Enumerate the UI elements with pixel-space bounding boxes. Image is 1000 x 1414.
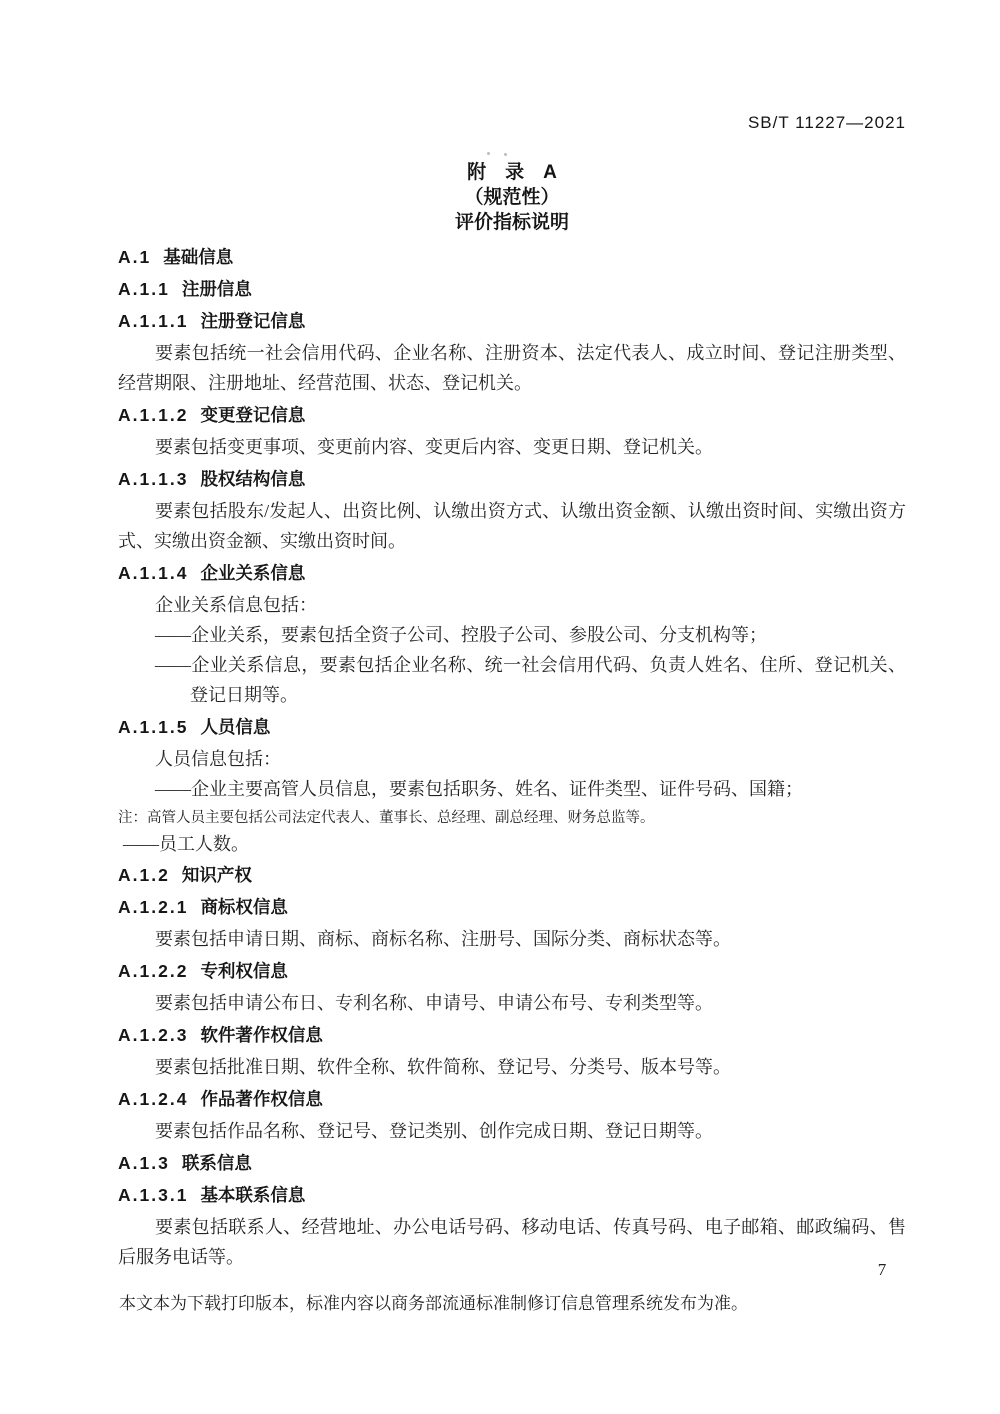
heading-title: 变更登记信息 <box>200 405 306 425</box>
paragraph-contact-elements: 要素包括联系人、经营地址、办公电话号码、移动电话、传真号码、电子邮箱、邮政编码、售后服务电话等。 <box>118 1217 906 1267</box>
heading-number: A.1.1.4 <box>118 563 189 583</box>
heading-a1-2-2 <box>118 956 906 986</box>
heading-a1-1 <box>118 274 906 304</box>
paragraph-work-copyright-elements: 要素包括作品名称、登记号、登记类别、创作完成日期、登记日期等。 <box>155 1121 713 1141</box>
paragraph-personnel-intro: 人员信息包括： <box>155 749 281 769</box>
heading-number: A.1.3.1 <box>118 1185 189 1205</box>
heading-number: A.1.1.2 <box>118 405 189 425</box>
paragraph-enterprise-relation-intro: 企业关系信息包括： <box>155 595 317 615</box>
footer-note: 本文本为下载打印版本，标准内容以商务部流通标准制修订信息管理系统发布为准。 <box>119 1294 748 1313</box>
heading-number: A.1.2 <box>118 865 170 885</box>
document-body <box>118 149 906 1272</box>
heading-number: A.1.2.2 <box>118 961 189 981</box>
heading-a1-2-4 <box>118 1084 906 1114</box>
list-item-executive-info: ——企业主要高管人员信息，要素包括职务、姓名、证件类型、证件号码、国籍； <box>155 779 803 799</box>
list-item-enterprise-relation: ——企业关系，要素包括全资子公司、控股子公司、参股公司、分支机构等； <box>155 625 767 645</box>
paragraph-patent-elements: 要素包括申请公布日、专利名称、申请号、申请公布号、专利类型等。 <box>155 993 713 1013</box>
paragraph-registration-elements: 要素包括统一社会信用代码、企业名称、注册资本、法定代表人、成立时间、登记注册类型、经营期限、注册地址、经营范围、状态、登记机关。 <box>118 343 906 393</box>
heading-title: 专利权信息 <box>200 961 288 981</box>
heading-a1-2-1 <box>118 892 906 922</box>
paragraph-trademark-elements: 要素包括申请日期、商标、商标名称、注册号、国际分类、商标状态等。 <box>155 929 731 949</box>
list-item-enterprise-relation-info: ——企业关系信息，要素包括企业名称、统一社会信用代码、负责人姓名、住所、登记机关、登记日期等。 <box>155 655 906 705</box>
heading-title: 注册信息 <box>181 279 252 299</box>
heading-title: 作品著作权信息 <box>200 1089 323 1109</box>
heading-number: A.1 <box>118 247 152 267</box>
heading-a1-1-2 <box>118 400 906 430</box>
heading-title: 注册登记信息 <box>200 311 306 331</box>
heading-number: A.1.1.3 <box>118 469 189 489</box>
heading-a1 <box>118 242 906 272</box>
heading-title: 股权结构信息 <box>200 469 306 489</box>
heading-number: A.1.2.3 <box>118 1025 189 1045</box>
heading-title: 软件著作权信息 <box>200 1025 323 1045</box>
appendix-title-line3: 评价指标说明 <box>454 212 569 233</box>
heading-a1-1-3 <box>118 464 906 494</box>
paragraph-equity-structure-elements: 要素包括股东/发起人、出资比例、认缴出资方式、认缴出资金额、认缴出资时间、实缴出资方式、实缴出资金额、实缴出资时间。 <box>118 501 906 551</box>
heading-a1-1-4 <box>118 558 906 588</box>
heading-title: 商标权信息 <box>200 897 288 917</box>
page-number: 7 <box>877 1260 887 1279</box>
heading-number: A.1.3 <box>118 1153 170 1173</box>
heading-a1-2-3 <box>118 1020 906 1050</box>
heading-number: A.1.2.4 <box>118 1089 189 1109</box>
heading-number: A.1.1.1 <box>118 311 189 331</box>
appendix-title-line2: （规范性） <box>464 187 560 208</box>
heading-number: A.1.2.1 <box>118 897 189 917</box>
heading-a1-3-1 <box>118 1180 906 1210</box>
paragraph-change-registration-elements: 要素包括变更事项、变更前内容、变更后内容、变更日期、登记机关。 <box>155 437 713 457</box>
heading-number: A.1.1 <box>118 279 170 299</box>
heading-title: 知识产权 <box>181 865 252 885</box>
heading-title: 联系信息 <box>181 1153 252 1173</box>
heading-a1-2 <box>118 860 906 890</box>
heading-number: A.1.1.5 <box>118 717 189 737</box>
appendix-title <box>118 149 906 235</box>
heading-title: 人员信息 <box>200 717 271 737</box>
list-item-employee-count: ——员工人数。 <box>123 834 249 854</box>
heading-a1-3 <box>118 1148 906 1178</box>
heading-title: 基础信息 <box>163 247 234 267</box>
note-executive-definition: 注：高管人员主要包括公司法定代表人、董事长、总经理、副总经理、财务总监等。 <box>118 810 655 826</box>
heading-title: 基本联系信息 <box>200 1185 306 1205</box>
appendix-title-line1: 附 录 A <box>467 162 557 183</box>
paragraph-software-copyright-elements: 要素包括批准日期、软件全称、软件简称、登记号、分类号、版本号等。 <box>155 1057 731 1077</box>
heading-a1-1-1 <box>118 306 906 336</box>
heading-a1-1-5 <box>118 712 906 742</box>
standard-code: SB/T 11227—2021 <box>747 113 906 132</box>
heading-title: 企业关系信息 <box>200 563 306 583</box>
